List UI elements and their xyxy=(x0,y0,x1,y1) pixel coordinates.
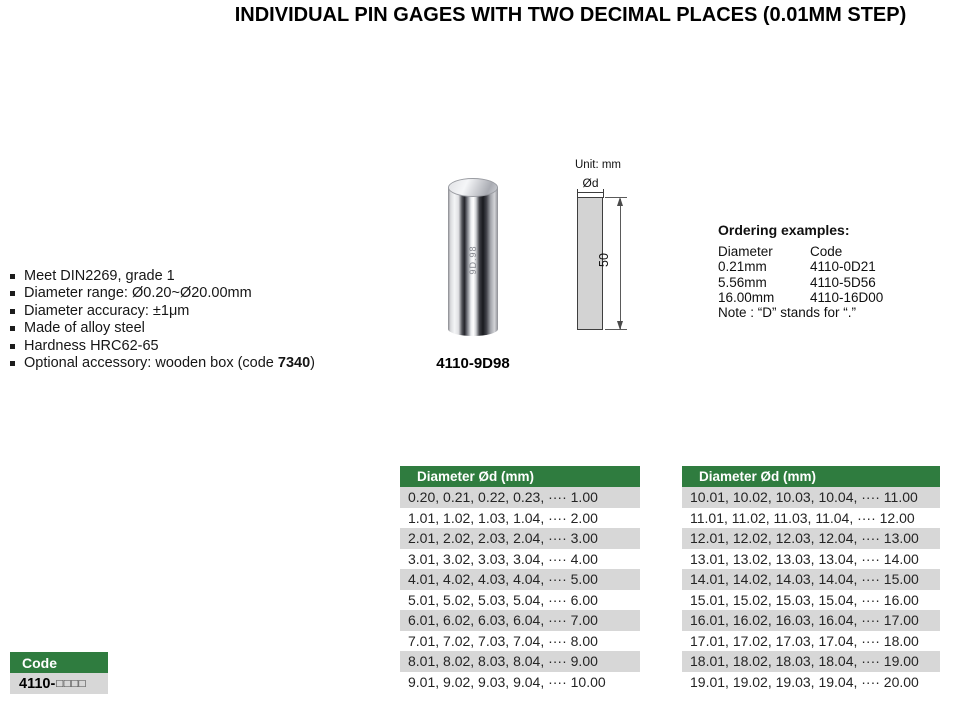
ordering-note: Note : “D” stands for “.” xyxy=(718,305,857,321)
bullet-square-icon xyxy=(10,274,15,279)
table-row: 17.01, 17.02, 17.03, 17.04, ···· 18.00 xyxy=(682,631,940,652)
feature-text: Diameter accuracy: ±1μm xyxy=(24,302,190,319)
feature-text: Made of alloy steel xyxy=(24,320,145,337)
table-row: 16.01, 16.02, 16.03, 16.04, ···· 17.00 xyxy=(682,610,940,631)
arrow-down-icon xyxy=(617,321,623,330)
table-row: 4.01, 4.02, 4.03, 4.04, ···· 5.00 xyxy=(400,569,640,590)
product-code-caption: 4110-9D98 xyxy=(436,355,510,372)
ordering-heading: Ordering examples: xyxy=(718,222,850,238)
extension-line-bottom xyxy=(605,329,627,330)
table-row: 1.01, 1.02, 1.03, 1.04, ···· 2.00 xyxy=(400,508,640,529)
table-row: 5.01, 5.02, 5.03, 5.04, ···· 6.00 xyxy=(400,590,640,611)
code-header: Code xyxy=(10,652,108,673)
table-row: 10.01, 10.02, 10.03, 10.04, ···· 11.00 xyxy=(682,487,940,508)
ordering-header-row xyxy=(718,244,933,259)
feature-item xyxy=(8,338,398,355)
ordering-examples xyxy=(718,223,933,320)
feature-list xyxy=(8,268,398,372)
table-row: 19.01, 19.02, 19.03, 19.04, ···· 20.00 xyxy=(682,672,940,693)
table-row: 3.01, 3.02, 3.03, 3.04, ···· 4.00 xyxy=(400,549,640,570)
length-dim-label: 50 xyxy=(596,253,611,267)
table-row: 9.01, 9.02, 9.03, 9.04, ···· 10.00 xyxy=(400,672,640,693)
table-row: 18.01, 18.02, 18.03, 18.04, ···· 19.00 xyxy=(682,651,940,672)
feature-text: Hardness HRC62-65 xyxy=(24,337,159,354)
code-placeholder-boxes: □□□□ xyxy=(56,678,87,690)
feature-text: Diameter range: Ø0.20~Ø20.00mm xyxy=(24,285,252,302)
table-header: Diameter Ød (mm) xyxy=(682,466,940,487)
pin-top-face xyxy=(448,178,498,197)
feature-item xyxy=(8,303,398,320)
arrow-up-icon xyxy=(617,197,623,206)
table-row: 12.01, 12.02, 12.03, 12.04, ···· 13.00 xyxy=(682,528,940,549)
table-row: 8.01, 8.02, 8.03, 8.04, ···· 9.00 xyxy=(400,651,640,672)
code-prefix: 4110- xyxy=(19,675,56,692)
unit-label: Unit: mm xyxy=(575,159,621,171)
accessory-code: 7340 xyxy=(277,355,311,372)
diameter-table-left xyxy=(400,466,640,692)
table-row: 14.01, 14.02, 14.03, 14.04, ···· 15.00 xyxy=(682,569,940,590)
diameter-dim-label: Ød xyxy=(582,176,599,190)
ordering-col-code: Code xyxy=(810,244,843,260)
ordering-row: 16.00mm 4110-16D00 xyxy=(718,289,884,305)
pin-gage-image xyxy=(448,178,498,336)
feature-text: Optional accessory: wooden box (code 7340) xyxy=(24,355,316,372)
code-block xyxy=(10,652,108,694)
table-row: 15.01, 15.02, 15.03, 15.04, ···· 16.00 xyxy=(682,590,940,611)
table-row: 7.01, 7.02, 7.03, 7.04, ···· 8.00 xyxy=(400,631,640,652)
ordering-row: 0.21mm 4110-0D21 xyxy=(718,259,876,275)
code-value xyxy=(10,673,108,694)
bullet-square-icon xyxy=(10,326,15,331)
bullet-square-icon xyxy=(10,344,15,349)
table-body xyxy=(400,487,640,692)
pin-engraving-text: 9D.98 xyxy=(468,245,478,275)
table-body xyxy=(682,487,940,692)
bullet-square-icon xyxy=(10,309,15,314)
table-row: 6.01, 6.02, 6.03, 6.04, ···· 7.00 xyxy=(400,610,640,631)
table-row: 11.01, 11.02, 11.03, 11.04, ···· 12.00 xyxy=(682,508,940,529)
ordering-col-diameter: Diameter xyxy=(718,244,773,260)
page-title: INDIVIDUAL PIN GAGES WITH TWO DECIMAL PLACES (0.01MM STEP) xyxy=(234,4,907,26)
feature-item xyxy=(8,355,398,372)
table-row: 13.01, 13.02, 13.03, 13.04, ···· 14.00 xyxy=(682,549,940,570)
bullet-square-icon xyxy=(10,291,15,296)
table-header: Diameter Ød (mm) xyxy=(400,466,640,487)
feature-item xyxy=(8,268,398,285)
feature-item xyxy=(8,320,398,337)
table-row: 2.01, 2.02, 2.03, 2.04, ···· 3.00 xyxy=(400,528,640,549)
feature-text: Meet DIN2269, grade 1 xyxy=(24,268,175,284)
length-dimension-line xyxy=(620,199,621,329)
extension-line-top xyxy=(605,197,627,198)
feature-item xyxy=(8,285,398,302)
bullet-square-icon xyxy=(10,361,15,366)
diameter-table-right xyxy=(682,466,940,692)
table-row: 0.20, 0.21, 0.22, 0.23, ···· 1.00 xyxy=(400,487,640,508)
ordering-row: 5.56mm 4110-5D56 xyxy=(718,274,876,290)
